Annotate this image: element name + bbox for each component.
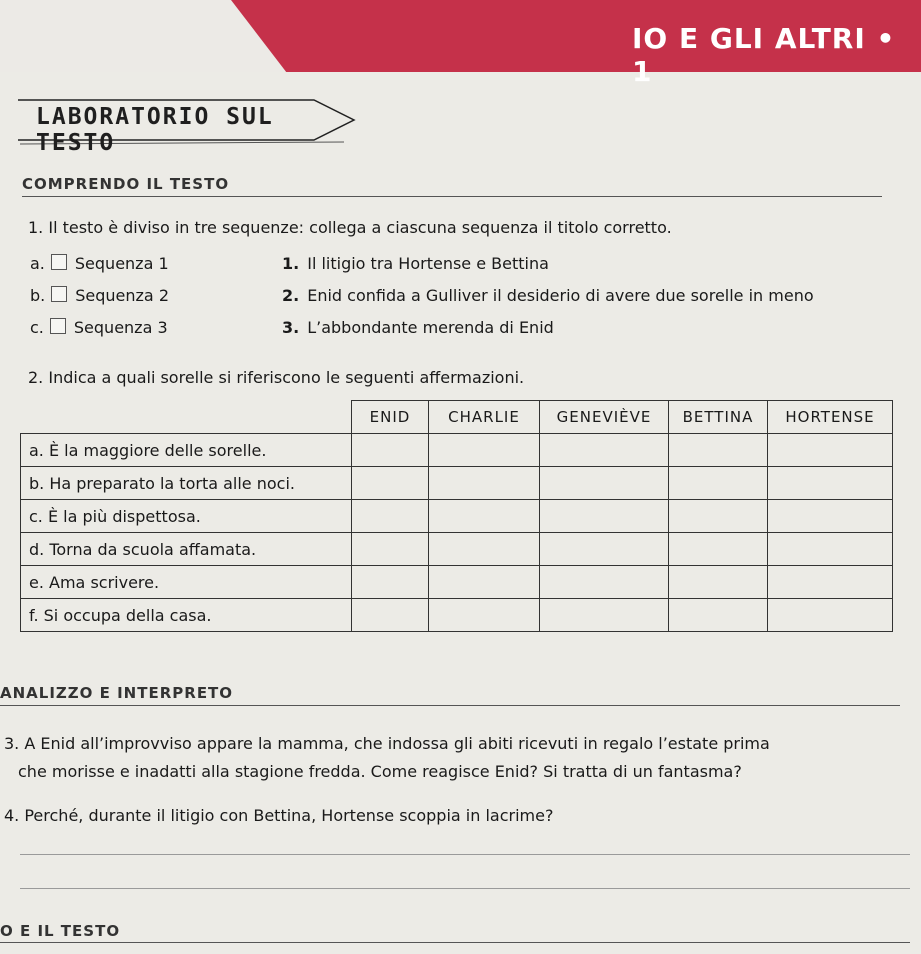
answer-cell[interactable] <box>669 533 768 566</box>
answer-cell[interactable] <box>429 599 540 632</box>
statement-cell: b. Ha preparato la torta alle noci. <box>21 467 352 500</box>
answer-cell[interactable] <box>352 500 429 533</box>
statement-cell: a. È la maggiore delle sorelle. <box>21 434 352 467</box>
column-header: GENEVIÈVE <box>540 401 669 434</box>
section-rule <box>0 942 910 943</box>
column-header: HORTENSE <box>768 401 893 434</box>
answer-cell[interactable] <box>429 533 540 566</box>
answer-cell[interactable] <box>669 599 768 632</box>
table-row <box>21 599 893 632</box>
checkbox[interactable] <box>51 254 67 270</box>
lab-title: LABORATORIO SUL TESTO <box>36 104 274 156</box>
answer-cell[interactable] <box>768 566 893 599</box>
checkbox[interactable] <box>50 318 66 334</box>
table-row <box>21 566 893 599</box>
option-letter: a. <box>30 254 45 273</box>
table-row <box>21 500 893 533</box>
question-1-text: 1. Il testo è diviso in tre sequenze: collega a ciascuna sequenza il titolo corretto. <box>28 218 672 237</box>
column-header: CHARLIE <box>429 401 540 434</box>
statement-cell: c. È la più dispettosa. <box>21 500 352 533</box>
sequence-title-1 <box>282 254 549 273</box>
answer-line[interactable] <box>20 854 910 855</box>
question-3-line-1: 3. A Enid all’improvviso appare la mamma, che indossa gli abiti ricevuti in regalo l’estate prima <box>4 734 770 753</box>
question-3-line-2: che morisse e inadatti alla stagione fredda. Come reagisce Enid? Si tratta di un fantasma? <box>18 762 742 781</box>
answer-cell[interactable] <box>669 467 768 500</box>
title-text: Enid confida a Gulliver il desiderio di avere due sorelle in meno <box>307 286 814 305</box>
table-row <box>21 533 893 566</box>
answer-cell[interactable] <box>669 500 768 533</box>
answer-cell[interactable] <box>429 467 540 500</box>
question-2-text: 2. Indica a quali sorelle si riferiscono le seguenti affermazioni. <box>28 368 525 387</box>
answer-cell[interactable] <box>429 500 540 533</box>
section-rule <box>0 705 900 706</box>
answer-cell[interactable] <box>768 533 893 566</box>
answer-cell[interactable] <box>352 566 429 599</box>
statement-cell: d. Torna da scuola affamata. <box>21 533 352 566</box>
sequence-option-c[interactable] <box>30 318 168 337</box>
header-blank <box>21 401 352 434</box>
section-rule <box>22 196 882 197</box>
section-label-footer: O E IL TESTO <box>0 922 121 940</box>
title-number: 2. <box>282 286 300 305</box>
title-number: 1. <box>282 254 300 273</box>
title-number: 3. <box>282 318 300 337</box>
answer-cell[interactable] <box>352 599 429 632</box>
sequence-title-3 <box>282 318 554 337</box>
option-letter: c. <box>30 318 44 337</box>
table-row <box>21 467 893 500</box>
sequence-option-b[interactable] <box>30 286 169 305</box>
sequence-option-a[interactable] <box>30 254 169 273</box>
question-4-text: 4. Perché, durante il litigio con Bettina, Hortense scoppia in lacrime? <box>4 806 554 825</box>
answer-cell[interactable] <box>768 599 893 632</box>
lab-title-banner <box>14 92 358 156</box>
answer-cell[interactable] <box>540 533 669 566</box>
table-row <box>21 434 893 467</box>
answer-line[interactable] <box>20 888 910 889</box>
option-label: Sequenza 3 <box>73 318 168 337</box>
column-header: BETTINA <box>669 401 768 434</box>
option-label: Sequenza 2 <box>75 286 169 305</box>
sequence-title-2 <box>282 286 814 305</box>
title-text: Il litigio tra Hortense e Bettina <box>307 254 549 273</box>
answer-cell[interactable] <box>429 566 540 599</box>
answer-cell[interactable] <box>540 434 669 467</box>
option-letter: b. <box>30 286 46 305</box>
answer-cell[interactable] <box>540 599 669 632</box>
answer-cell[interactable] <box>540 500 669 533</box>
section-label-comprendo: COMPRENDO IL TESTO <box>22 175 230 193</box>
chapter-title: IO E GLI ALTRI • 1 <box>632 22 896 88</box>
answer-cell[interactable] <box>768 434 893 467</box>
answer-cell[interactable] <box>669 434 768 467</box>
sisters-table <box>20 400 893 632</box>
answer-cell[interactable] <box>352 434 429 467</box>
answer-cell[interactable] <box>669 566 768 599</box>
answer-cell[interactable] <box>768 500 893 533</box>
answer-cell[interactable] <box>768 467 893 500</box>
table-header-row <box>21 401 893 434</box>
option-label: Sequenza 1 <box>74 254 169 273</box>
checkbox[interactable] <box>51 286 67 302</box>
answer-cell[interactable] <box>540 566 669 599</box>
section-label-analizzo: ANALIZZO E INTERPRETO <box>0 684 234 702</box>
answer-cell[interactable] <box>429 434 540 467</box>
statement-cell: f. Si occupa della casa. <box>21 599 352 632</box>
answer-cell[interactable] <box>352 467 429 500</box>
answer-cell[interactable] <box>540 467 669 500</box>
column-header: ENID <box>352 401 429 434</box>
title-text: L’abbondante merenda di Enid <box>307 318 554 337</box>
statement-cell: e. Ama scrivere. <box>21 566 352 599</box>
answer-cell[interactable] <box>352 533 429 566</box>
